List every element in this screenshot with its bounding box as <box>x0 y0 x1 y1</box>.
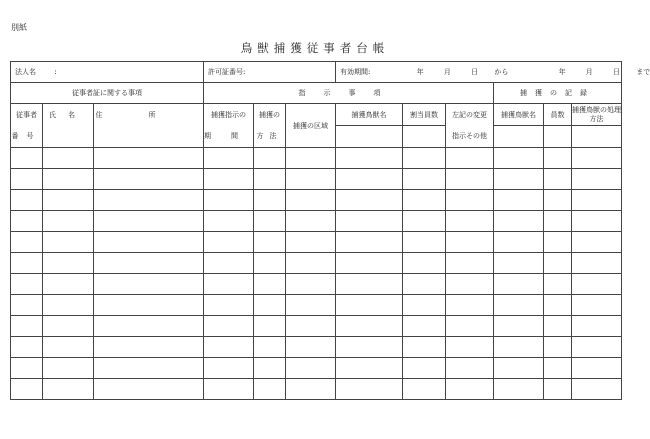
entry-cell[interactable] <box>43 316 94 337</box>
worker-number-header-bottom: 番号 <box>11 126 43 148</box>
entry-cell[interactable] <box>11 190 43 211</box>
entry-cell[interactable] <box>572 274 622 295</box>
entry-cell[interactable] <box>403 274 446 295</box>
entry-cell[interactable] <box>94 316 204 337</box>
entry-cell[interactable] <box>94 337 204 358</box>
entry-cell[interactable] <box>43 211 94 232</box>
entry-cell[interactable] <box>94 232 204 253</box>
entry-cell[interactable] <box>494 232 544 253</box>
entry-cell[interactable] <box>572 232 622 253</box>
entry-cell[interactable] <box>494 316 544 337</box>
attachment-label: 別紙 <box>11 23 27 32</box>
entry-cell[interactable] <box>204 253 254 274</box>
entry-cell[interactable] <box>572 190 622 211</box>
entry-cell[interactable] <box>286 253 336 274</box>
entry-cell[interactable] <box>494 295 544 316</box>
entry-cell[interactable] <box>336 232 403 253</box>
assigned-count-header: 割当員数 <box>403 104 446 126</box>
entry-cell[interactable] <box>11 337 43 358</box>
entry-cell[interactable] <box>11 316 43 337</box>
table-row <box>11 232 622 253</box>
change-header-bottom: 指示その他 <box>446 126 494 148</box>
entry-cell[interactable] <box>94 148 204 169</box>
entry-cell[interactable] <box>572 316 622 337</box>
table-row <box>11 253 622 274</box>
captured-species-subcell <box>494 126 544 148</box>
entry-cell[interactable] <box>286 316 336 337</box>
entry-cell[interactable] <box>544 295 572 316</box>
entry-cell[interactable] <box>336 274 403 295</box>
column-header-row-top <box>11 104 622 126</box>
entry-cell[interactable] <box>204 148 254 169</box>
entry-cell[interactable] <box>286 379 336 400</box>
table-row <box>11 337 622 358</box>
entry-cell[interactable] <box>286 274 336 295</box>
entry-cell[interactable] <box>403 190 446 211</box>
name-header: 氏名 <box>43 104 94 126</box>
entry-cell[interactable] <box>11 253 43 274</box>
from-year: 年 <box>416 68 424 76</box>
entry-cell[interactable] <box>446 232 494 253</box>
from-suffix: から <box>494 68 509 76</box>
entry-cell[interactable] <box>572 148 622 169</box>
entry-cell[interactable] <box>336 316 403 337</box>
entry-cell[interactable] <box>94 379 204 400</box>
entry-cell[interactable] <box>446 190 494 211</box>
entry-cell[interactable] <box>403 232 446 253</box>
entry-cell[interactable] <box>94 253 204 274</box>
entry-cell[interactable] <box>403 169 446 190</box>
table-row <box>11 274 622 295</box>
entry-cell[interactable] <box>544 274 572 295</box>
target-species-header: 捕獲鳥獣名 <box>336 104 403 126</box>
instruction-period-header-top: 捕獲指示の <box>204 104 254 126</box>
entry-cell[interactable] <box>446 211 494 232</box>
entry-cell[interactable] <box>494 358 544 379</box>
entry-cell[interactable] <box>254 295 286 316</box>
table-row <box>11 358 622 379</box>
entry-cell[interactable] <box>286 295 336 316</box>
name-header-blank <box>43 126 94 148</box>
entry-cell[interactable] <box>286 148 336 169</box>
entry-cell[interactable] <box>11 232 43 253</box>
entry-cell[interactable] <box>254 316 286 337</box>
table-row <box>11 379 622 400</box>
entry-cell[interactable] <box>11 295 43 316</box>
entry-cell[interactable] <box>494 190 544 211</box>
entry-cell[interactable] <box>572 253 622 274</box>
table-row <box>11 295 622 316</box>
document-title: 鳥獣捕獲従事者台帳 <box>240 41 390 55</box>
entry-cell[interactable] <box>43 379 94 400</box>
entry-cell[interactable] <box>494 169 544 190</box>
entry-cell[interactable] <box>254 169 286 190</box>
capture-method-header-top: 捕獲の <box>254 104 286 126</box>
entry-cell[interactable] <box>11 148 43 169</box>
entry-cell[interactable] <box>494 148 544 169</box>
table-row <box>11 148 622 169</box>
entry-cell[interactable] <box>94 295 204 316</box>
entry-cell[interactable] <box>403 358 446 379</box>
entry-cell[interactable] <box>254 379 286 400</box>
entry-cell[interactable] <box>286 337 336 358</box>
entry-cell[interactable] <box>204 295 254 316</box>
entry-cell[interactable] <box>336 337 403 358</box>
entry-cell[interactable] <box>446 379 494 400</box>
count-subcell <box>544 126 572 148</box>
to-month: 月 <box>585 68 593 76</box>
entry-cell[interactable] <box>446 295 494 316</box>
entry-cell[interactable] <box>544 169 572 190</box>
entry-cell[interactable] <box>254 232 286 253</box>
table-row <box>11 190 622 211</box>
entry-cell[interactable] <box>11 169 43 190</box>
entry-cell[interactable] <box>204 190 254 211</box>
table-row <box>11 316 622 337</box>
entry-cell[interactable] <box>494 337 544 358</box>
target-species-subcell <box>336 126 403 148</box>
table-row <box>11 169 622 190</box>
entry-cell[interactable] <box>336 379 403 400</box>
entry-cell[interactable] <box>544 379 572 400</box>
entry-cell[interactable] <box>286 169 336 190</box>
entry-cell[interactable] <box>403 253 446 274</box>
entry-cell[interactable] <box>11 358 43 379</box>
instruction-period-header-bottom: 期間 <box>204 126 254 148</box>
entry-cell[interactable] <box>336 211 403 232</box>
entry-cell[interactable] <box>336 169 403 190</box>
capture-method-header-bottom: 方法 <box>254 126 286 148</box>
entry-cell[interactable] <box>43 253 94 274</box>
validity-cell[interactable] <box>336 62 650 83</box>
entry-cell[interactable] <box>572 337 622 358</box>
entry-cell[interactable] <box>204 358 254 379</box>
entry-cell[interactable] <box>446 169 494 190</box>
entry-cell[interactable] <box>254 253 286 274</box>
entry-cell[interactable] <box>446 253 494 274</box>
entry-cell[interactable] <box>254 337 286 358</box>
section-header-row <box>11 83 622 104</box>
entry-cell[interactable] <box>544 358 572 379</box>
data-rows <box>11 148 622 400</box>
entry-cell[interactable] <box>94 169 204 190</box>
corporation-separator: : <box>54 68 57 76</box>
record-section-header: 捕獲の記録 <box>494 83 622 104</box>
entry-cell[interactable] <box>43 232 94 253</box>
worker-number-header-top: 従事者 <box>11 104 43 126</box>
entry-cell[interactable] <box>494 211 544 232</box>
entry-cell[interactable] <box>94 358 204 379</box>
entry-cell[interactable] <box>286 190 336 211</box>
table-row <box>11 211 622 232</box>
count-header: 員数 <box>544 104 572 126</box>
from-month: 月 <box>443 68 451 76</box>
entry-cell[interactable] <box>446 148 494 169</box>
entry-cell[interactable] <box>43 169 94 190</box>
entry-cell[interactable] <box>43 337 94 358</box>
assigned-count-subcell <box>403 126 446 148</box>
entry-cell[interactable] <box>572 211 622 232</box>
entry-cell[interactable] <box>446 274 494 295</box>
ledger-table <box>10 61 650 400</box>
change-header-top: 左記の変更 <box>446 104 494 126</box>
entry-cell[interactable] <box>204 316 254 337</box>
entry-cell[interactable] <box>544 211 572 232</box>
entry-cell[interactable] <box>254 274 286 295</box>
entry-cell[interactable] <box>403 211 446 232</box>
entry-cell[interactable] <box>286 358 336 379</box>
corporation-cell[interactable] <box>11 62 204 83</box>
entry-cell[interactable] <box>204 169 254 190</box>
entry-cell[interactable] <box>572 358 622 379</box>
entry-cell[interactable] <box>94 190 204 211</box>
entry-cell[interactable] <box>254 358 286 379</box>
entry-cell[interactable] <box>544 253 572 274</box>
entry-cell[interactable] <box>446 358 494 379</box>
instruction-section-header: 指示事項 <box>204 83 494 104</box>
permit-label: 許可証番号: <box>208 68 246 76</box>
entry-cell[interactable] <box>286 211 336 232</box>
entry-cell[interactable] <box>336 148 403 169</box>
entry-cell[interactable] <box>572 379 622 400</box>
entry-cell[interactable] <box>403 379 446 400</box>
capture-area-header: 捕獲の区域 <box>286 104 336 148</box>
entry-cell[interactable] <box>286 232 336 253</box>
entry-cell[interactable] <box>204 232 254 253</box>
info-row <box>11 62 622 83</box>
entry-cell[interactable] <box>43 190 94 211</box>
entry-cell[interactable] <box>43 295 94 316</box>
entry-cell[interactable] <box>336 190 403 211</box>
disposal-header: 捕獲鳥獣の処理方法 <box>572 104 622 126</box>
entry-cell[interactable] <box>336 253 403 274</box>
to-year: 年 <box>558 68 566 76</box>
entry-cell[interactable] <box>336 295 403 316</box>
entry-cell[interactable] <box>204 211 254 232</box>
entry-cell[interactable] <box>336 358 403 379</box>
entry-cell[interactable] <box>544 337 572 358</box>
entry-cell[interactable] <box>204 337 254 358</box>
entry-cell[interactable] <box>94 274 204 295</box>
entry-cell[interactable] <box>94 211 204 232</box>
entry-cell[interactable] <box>494 379 544 400</box>
disposal-subcell <box>572 126 622 148</box>
entry-cell[interactable] <box>446 316 494 337</box>
from-day: 日 <box>471 68 479 76</box>
entry-cell[interactable] <box>446 337 494 358</box>
entry-cell[interactable] <box>494 253 544 274</box>
entry-cell[interactable] <box>11 274 43 295</box>
entry-cell[interactable] <box>403 316 446 337</box>
entry-cell[interactable] <box>11 379 43 400</box>
worker-section-header: 従事者証に関する事項 <box>11 83 204 104</box>
entry-cell[interactable] <box>254 190 286 211</box>
entry-cell[interactable] <box>43 274 94 295</box>
entry-cell[interactable] <box>11 211 43 232</box>
entry-cell[interactable] <box>254 148 286 169</box>
entry-cell[interactable] <box>43 358 94 379</box>
validity-label: 有効期間: <box>340 68 371 76</box>
entry-cell[interactable] <box>403 148 446 169</box>
entry-cell[interactable] <box>572 295 622 316</box>
corporation-label: 法人名 <box>15 68 36 76</box>
entry-cell[interactable] <box>403 295 446 316</box>
entry-cell[interactable] <box>254 211 286 232</box>
entry-cell[interactable] <box>544 316 572 337</box>
entry-cell[interactable] <box>544 232 572 253</box>
entry-cell[interactable] <box>572 169 622 190</box>
entry-cell[interactable] <box>204 379 254 400</box>
entry-cell[interactable] <box>544 148 572 169</box>
entry-cell[interactable] <box>403 337 446 358</box>
address-header: 住所 <box>94 104 204 126</box>
to-suffix: まで <box>636 68 650 76</box>
to-day: 日 <box>613 68 621 76</box>
captured-species-header: 捕獲鳥獣名 <box>494 104 544 126</box>
entry-cell[interactable] <box>544 190 572 211</box>
entry-cell[interactable] <box>43 148 94 169</box>
address-header-blank <box>94 126 204 148</box>
entry-cell[interactable] <box>204 274 254 295</box>
entry-cell[interactable] <box>494 274 544 295</box>
permit-number-cell[interactable] <box>204 62 336 83</box>
